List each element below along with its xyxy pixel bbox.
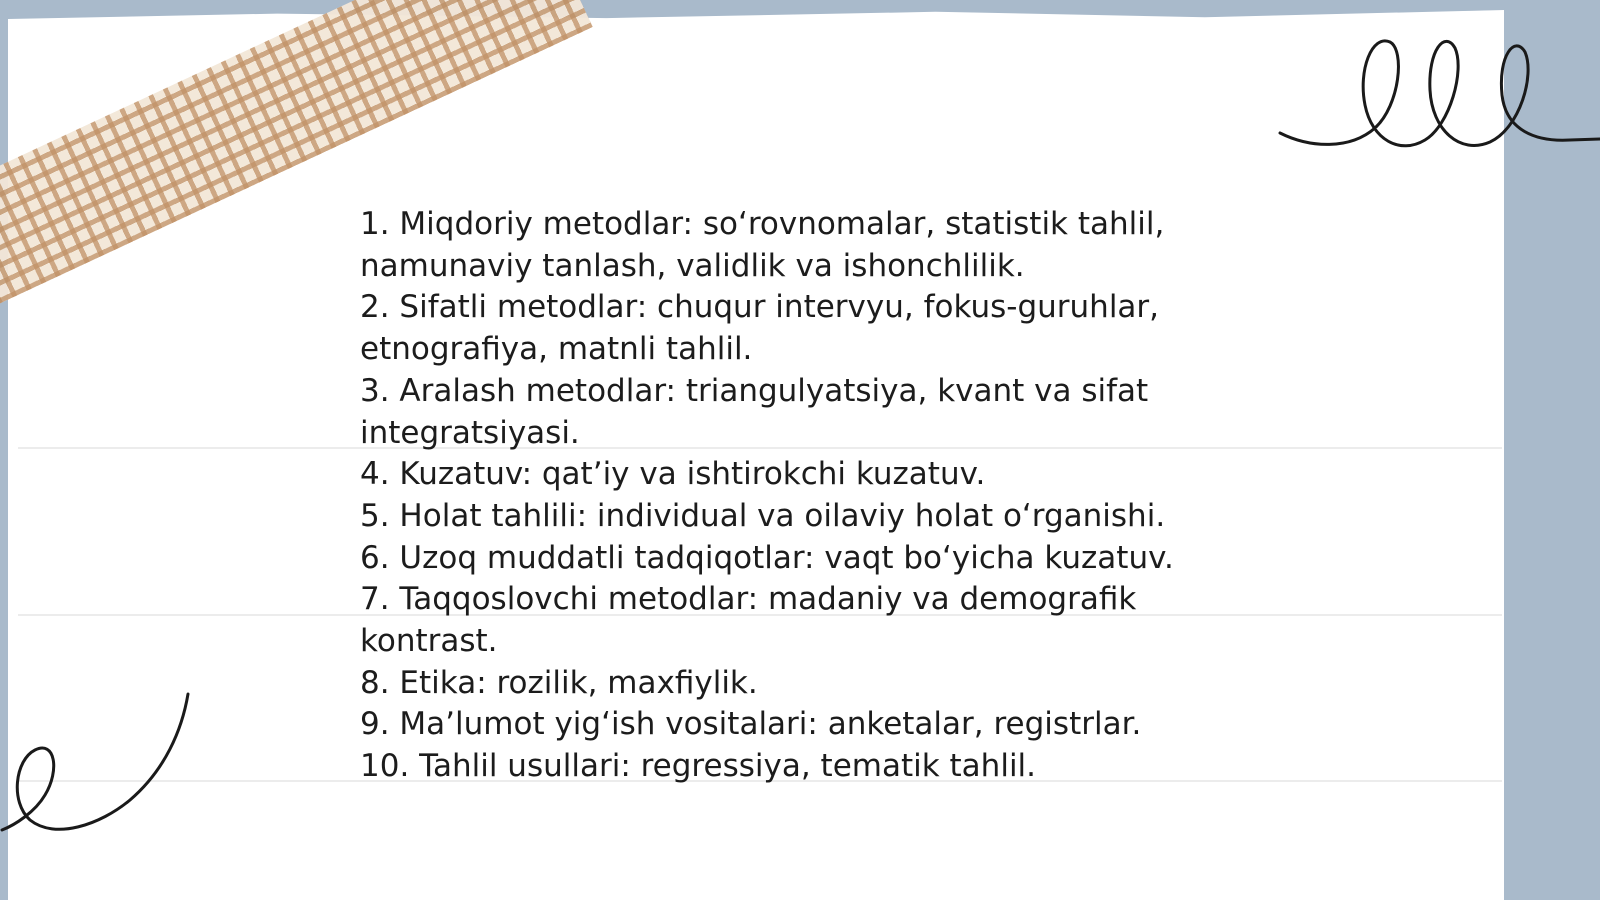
list-item: 8. Etika: rozilik, maxfiylik. [360,664,758,701]
swirl-flourish-icon [0,690,200,840]
list-item: 1. Miqdoriy metodlar: so‘rovnomalar, statistik tahlil, namunaviy tanlash, validlik va ishonchlilik. [360,206,1165,284]
list-item: 7. Taqqoslovchi metodlar: madaniy va demografik kontrast. [360,581,1137,660]
list-item: 2. Sifatli metodlar: chuqur intervyu, fokus-guruhlar, etnografiya, matnli tahlil. [360,289,1160,368]
list-item: 10. Tahlil usullari: regressiya, tematik tahlil. [360,748,1037,785]
list-item: 3. Aralash metodlar: triangulyatsiya, kvant va sifat integratsiyasi. [360,372,1149,451]
list-item: 4. Kuzatuv: qat’iy va ishtirokchi kuzatuv. [360,456,986,493]
loop-squiggle-icon [1280,30,1600,170]
methods-list [360,204,1260,788]
list-item: 9. Ma’lumot yig‘ish vositalari: anketalar, registrlar. [360,706,1142,743]
list-item: 6. Uzoq muddatli tadqiqotlar: vaqt bo‘yicha kuzatuv. [360,539,1174,576]
list-item: 5. Holat tahlili: individual va oilaviy holat o‘rganishi. [360,497,1166,534]
